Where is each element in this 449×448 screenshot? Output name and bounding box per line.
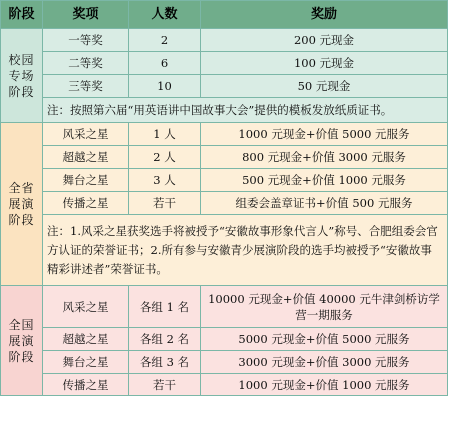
note-row <box>1 98 448 123</box>
stage-cell-province: 全省 展演 阶段 <box>1 123 43 286</box>
header-award: 奖项 <box>43 1 129 29</box>
award-cell: 传播之星 <box>43 192 129 215</box>
reward-cell: 100 元现金 <box>201 52 448 75</box>
table-row <box>1 146 448 169</box>
count-cell: 1 人 <box>129 123 201 146</box>
reward-cell: 500 元现金+价值 1000 元服务 <box>201 169 448 192</box>
award-cell: 风采之星 <box>43 123 129 146</box>
reward-cell: 1000 元现金+价值 1000 元服务 <box>201 374 448 396</box>
award-cell: 三等奖 <box>43 75 129 98</box>
table-row <box>1 286 448 328</box>
count-cell: 若干 <box>129 192 201 215</box>
header-stage: 阶段 <box>1 1 43 29</box>
reward-cell: 1000 元现金+价值 5000 元服务 <box>201 123 448 146</box>
count-cell: 2 人 <box>129 146 201 169</box>
table-row <box>1 75 448 98</box>
count-cell: 若干 <box>129 374 201 396</box>
count-cell: 2 <box>129 29 201 52</box>
table-row <box>1 328 448 351</box>
stage-cell-national: 全国 展演 阶段 <box>1 286 43 396</box>
count-cell: 各组 2 名 <box>129 328 201 351</box>
reward-cell: 200 元现金 <box>201 29 448 52</box>
award-cell: 风采之星 <box>43 286 129 328</box>
reward-cell: 组委会盖章证书+价值 500 元服务 <box>201 192 448 215</box>
table-row <box>1 374 448 396</box>
award-cell: 舞台之星 <box>43 169 129 192</box>
table-row <box>1 351 448 374</box>
reward-cell: 50 元现金 <box>201 75 448 98</box>
count-cell: 6 <box>129 52 201 75</box>
header-row <box>1 1 448 29</box>
count-cell: 各组 3 名 <box>129 351 201 374</box>
table-row <box>1 29 448 52</box>
note-row <box>1 215 448 286</box>
award-cell: 一等奖 <box>43 29 129 52</box>
table-row <box>1 192 448 215</box>
count-cell: 各组 1 名 <box>129 286 201 328</box>
reward-cell: 800 元现金+价值 3000 元服务 <box>201 146 448 169</box>
count-cell: 10 <box>129 75 201 98</box>
note-campus: 注：按照第六届“用英语讲中国故事大会”提供的模板发放纸质证书。 <box>43 98 448 123</box>
award-cell: 超越之星 <box>43 328 129 351</box>
reward-cell: 3000 元现金+价值 3000 元服务 <box>201 351 448 374</box>
count-cell: 3 人 <box>129 169 201 192</box>
stage-cell-campus: 校园 专场 阶段 <box>1 29 43 123</box>
award-cell: 超越之星 <box>43 146 129 169</box>
table-row <box>1 123 448 146</box>
award-cell: 传播之星 <box>43 374 129 396</box>
table-row <box>1 169 448 192</box>
reward-cell: 5000 元现金+价值 5000 元服务 <box>201 328 448 351</box>
header-reward: 奖励 <box>201 1 448 29</box>
reward-cell: 10000 元现金+价值 40000 元牛津剑桥访学营一期服务 <box>201 286 448 328</box>
header-count: 人数 <box>129 1 201 29</box>
table-row <box>1 52 448 75</box>
note-province: 注：1.风采之星获奖选手将被授予“安徽故事形象代言人”称号、合肥组委会官方认证的荣誉证书；2.所有参与安徽青少展演阶段的选手均被授予“安徽故事精彩讲述者”荣誉证书。 <box>43 215 448 286</box>
award-cell: 舞台之星 <box>43 351 129 374</box>
award-cell: 二等奖 <box>43 52 129 75</box>
